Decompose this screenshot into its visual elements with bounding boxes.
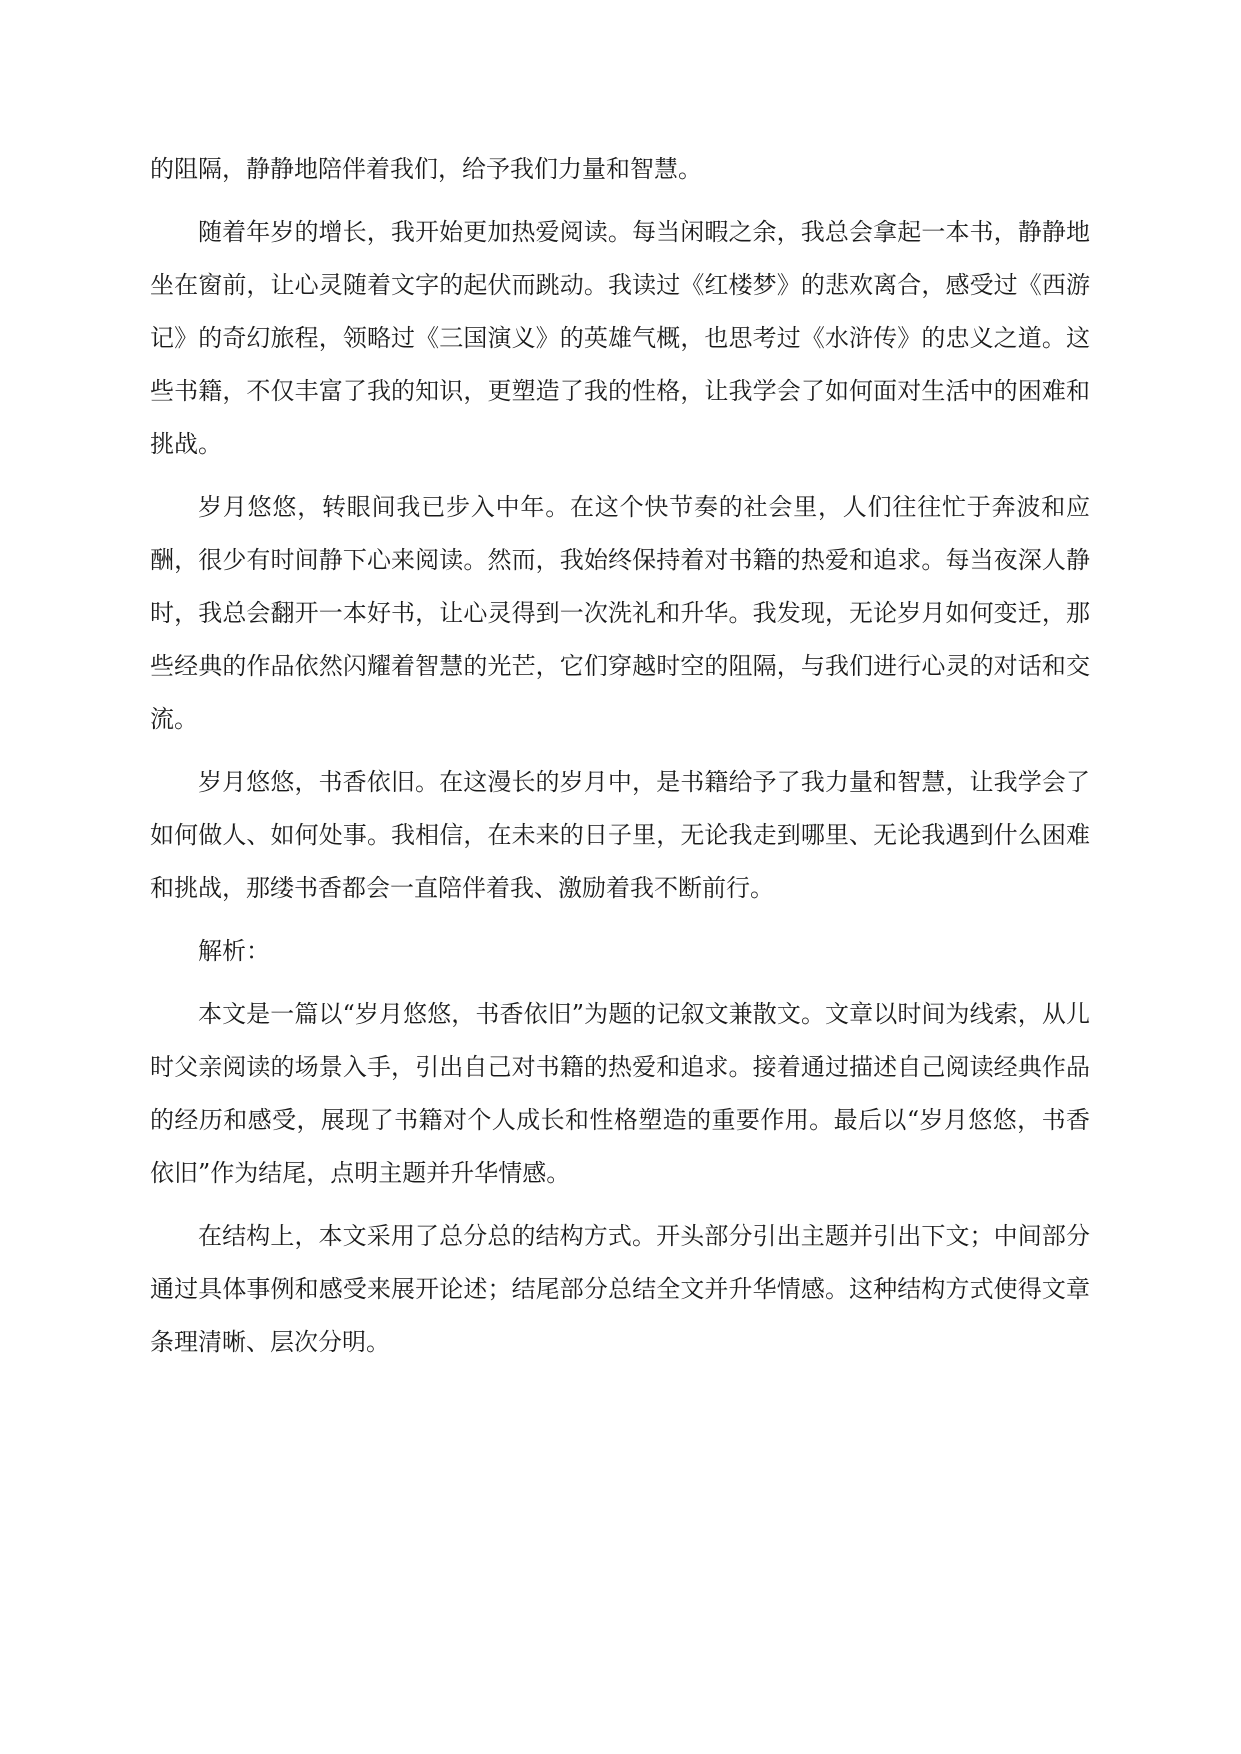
paragraph-middle-age: 岁月悠悠，转眼间我已步入中年。在这个快节奏的社会里，人们往往忙于奔波和应酬，很少有时间静下心来阅读。然而，我始终保持着对书籍的热爱和追求。每当夜深人静时，我总会翻开一本好书，让心灵得到一次洗礼和升华。我发现，无论岁月如何变迁，那些经典的作品依然闪耀着智慧的光芒，它们穿越时空的阻隔，与我们进行心灵的对话和交流。: [150, 493, 1090, 733]
paragraph-analysis-theme: 本文是一篇以“岁月悠悠，书香依旧”为题的记叙文兼散文。文章以时间为线索，从儿时父亲阅读的场景入手，引出自己对书籍的热爱和追求。接着通过描述自己阅读经典作品的经历和感受，展现了书籍对个人成长和性格塑造的重要作用。最后以“岁月悠悠，书香依旧”作为结尾，点明主题并升华情感。: [150, 1000, 1090, 1187]
paragraph-continuation: 的阻隔，静静地陪伴着我们，给予我们力量和智慧。: [150, 155, 702, 183]
document-body: [150, 143, 1090, 1369]
paragraph-analysis-structure: 在结构上，本文采用了总分总的结构方式。开头部分引出主题并引出下文；中间部分通过具体事例和感受来展开论述；结尾部分总结全文并升华情感。这种结构方式使得文章条理清晰、层次分明。: [150, 1222, 1090, 1356]
paragraph-conclusion: 岁月悠悠，书香依旧。在这漫长的岁月中，是书籍给予了我力量和智慧，让我学会了如何做人、如何处事。我相信，在未来的日子里，无论我走到哪里、无论我遇到什么困难和挑战，那缕书香都会一直陪伴着我、激励着我不断前行。: [150, 768, 1090, 902]
analysis-heading: 解析：: [198, 937, 270, 965]
paragraph-reading-growth: 随着年岁的增长，我开始更加热爱阅读。每当闲暇之余，我总会拿起一本书，静静地坐在窗前，让心灵随着文字的起伏而跳动。我读过《红楼梦》的悲欢离合，感受过《西游记》的奇幻旅程，领略过《三国演义》的英雄气概，也思考过《水浒传》的忠义之道。这些书籍，不仅丰富了我的知识，更塑造了我的性格，让我学会了如何面对生活中的困难和挑战。: [150, 218, 1090, 458]
